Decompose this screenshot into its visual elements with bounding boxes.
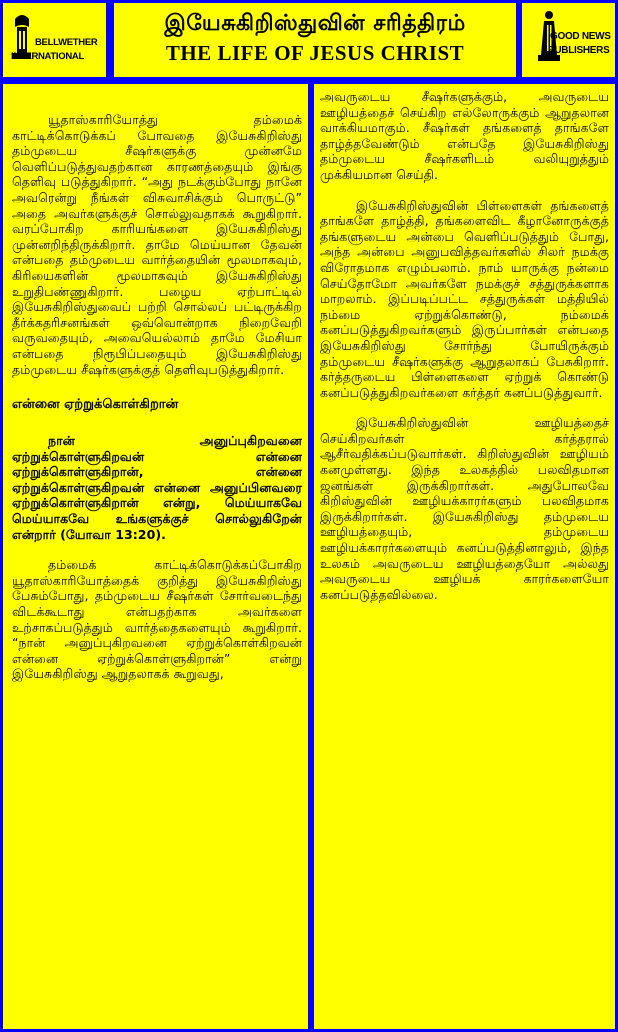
title-tamil: இயேசுகிறிஸ்துவின் சரித்திரம் [164, 11, 466, 36]
logo-left-line2: INTERNATIONAL [11, 51, 84, 62]
left-column [3, 84, 308, 1029]
left-paragraph-2: தம்மைக் காட்டிக்கொடுக்கப்போகிற யூதாஸ்காரியோத்தைக் குறித்து இயேசுகிறிஸ்து பேசும்போது, தம்முடைய சீஷர்கள் சோர்வடைந்து விடக்கூடாது என்பதற்காக அவர்களை உற்சாகப்படுத்தும் வார்த்தைகளையும் கூறுகிறார். “நான் அனுப்புகிறவனை ஏற்றுக்கொள்கிறவன் என்னை ஏற்றுக்கொள்ளுகிறான்” என்று இயேசுகிறிஸ்து ஆறுதலாகக் கூறுவது, [12, 557, 302, 682]
logo-right-line2: PUBLISHERS [548, 45, 610, 56]
bellwether-logo [3, 3, 106, 77]
right-paragraph-1: அவருடைய சீஷர்களுக்கும், அவருடைய ஊழியத்தைச் செய்கிற எல்லோருக்கும் ஆறுதலான வாக்கியமாகும். சீஷர்கள் தங்களைத் தாங்களே தாழ்த்தவேண்டும் என்பதே இயேசுகிறிஸ்து தம்முடைய சீஷர்களிடம் வலியுறுத்தும் முக்கியமான செய்தி. [320, 89, 609, 182]
right-column [314, 84, 615, 1029]
title-english: THE LIFE OF JESUS CHRIST [165, 41, 465, 65]
scripture-quote: நான் அனுப்புகிறவனை ஏற்றுக்கொள்ளுகிறவன் என்னை ஏற்றுக்கொள்ளுகிறான், என்னை ஏற்றுக்கொள்ளுகிறவன் என்னை அனுப்பினவரை ஏற்றுக்கொள்ளுகிறான் என்று, மெய்யாகவே மெய்யாகவே உங்களுக்குச் சொல்லுகிறேன் என்றார் (யோவா 13:20). [12, 433, 302, 542]
right-paragraph-2: இயேசுகிறிஸ்துவின் பிள்ளைகள் தங்களைத் தாங்களே தாழ்த்தி, தங்களைவிட கீழானோருக்குத் தங்களுடைய அன்பை வெளிப்படுத்தும் போது, அந்த அன்பை அனுபவித்தவர்களில் சிலர் நமக்கு விரோதமாக எழும்பலாம். நாம் யாருக்கு நன்மை செய்தோமோ அவர்களே நமக்குச் சத்துருக்களாக மாறலாம். இப்படிப்பட்ட சத்துருக்கள் மத்தியில் நம்மை ஏற்றுக்கொண்டு, நம்மைக் கனப்படுத்துகிறவர்களும் இருப்பார்கள் என்பதை இயேசுகிறிஸ்து சோர்ந்து போயிருக்கும் தம்முடைய சீஷர்களுக்கு ஆறுதலாகப் பேசுகிறார். கர்த்தருடைய பிள்ளைகளை ஏற்றுக் கொண்டு கனப்படுத்துகிறவர்களை கர்த்தர் கனப்படுத்துவார். [320, 197, 609, 400]
logo-right-line1: GOOD NEWS [550, 31, 611, 42]
logo-left-line1: BELLWETHER [35, 37, 98, 48]
left-paragraph-1: யூதாஸ்காரியோத்து தம்மைக் காட்டிக்கொடுக்கப் போவதை இயேசுகிறிஸ்து தம்முடைய சீஷர்களுக்கு முன்னமே வெளிப்படுத்துவதற்கான காரணத்தையும் இங்கு தெளிவு படுத்துகிறார். “அது நடக்கும்போது நானே அவரென்று நீங்கள் விசுவாசிக்கும் பொருட்டு” அதை அவர்களுக்குச் சொல்லுவதாகக் கூறுகிறார். வரப்போகிற காரியங்களை இயேசுகிறிஸ்து முன்னறிந்திருக்கிறார். தாமே மெய்யான தேவன் என்பதை தம்முடைய வார்த்தையின் மூலமாகவும், கிரியைகளின் மூலமாகவும் இயேசுகிறிஸ்து உறுதிபண்ணுகிறார். பழைய ஏற்பாட்டில் இயேசுகிறிஸ்துவைப் பற்றி சொல்லப் பட்டிருக்கிற தீர்க்கதரிசனங்கள் ஒவ்வொன்றாக நிறைவேறி வருவதையும், அவையெல்லாம் தாமே மேசியா என்பதை நிரூபிப்பதையும் இயேசுகிறிஸ்து தம்முடைய சீஷர்களுக்குத் தெளிவுபடுத்துகிறார். [12, 112, 302, 377]
section-heading: என்னை ஏற்றுக்கொள்கிறான் [12, 397, 179, 413]
right-paragraph-3: இயேசுகிறிஸ்துவின் ஊழியத்தைச் செய்கிறவர்கள் கர்த்தரால் ஆசீர்வதிக்கப்படுவார்கள். கிறிஸ்துவின் ஊழியம் கனமுள்ளது. இந்த உலகத்தில் பலவிதமான ஜனங்கள் இருக்கிறார்கள். அதுபோலவே கிறிஸ்துவின் ஊழியக்காரர்களும் பலவிதமாக இருக்கிறார்கள். இயேசுகிறிஸ்து தம்முடைய ஊழியத்தையும், தம்முடைய ஊழியக்காரர்களையும் கனப்படுத்தினாலும், இந்த உலகம் அவருடைய ஊழியத்தையோ அல்லது அவருடைய ஊழியக் காரர்களையோ கனப்படுத்தவில்லை. [320, 415, 609, 602]
title-banner [114, 3, 516, 77]
good-news-logo [522, 3, 615, 77]
